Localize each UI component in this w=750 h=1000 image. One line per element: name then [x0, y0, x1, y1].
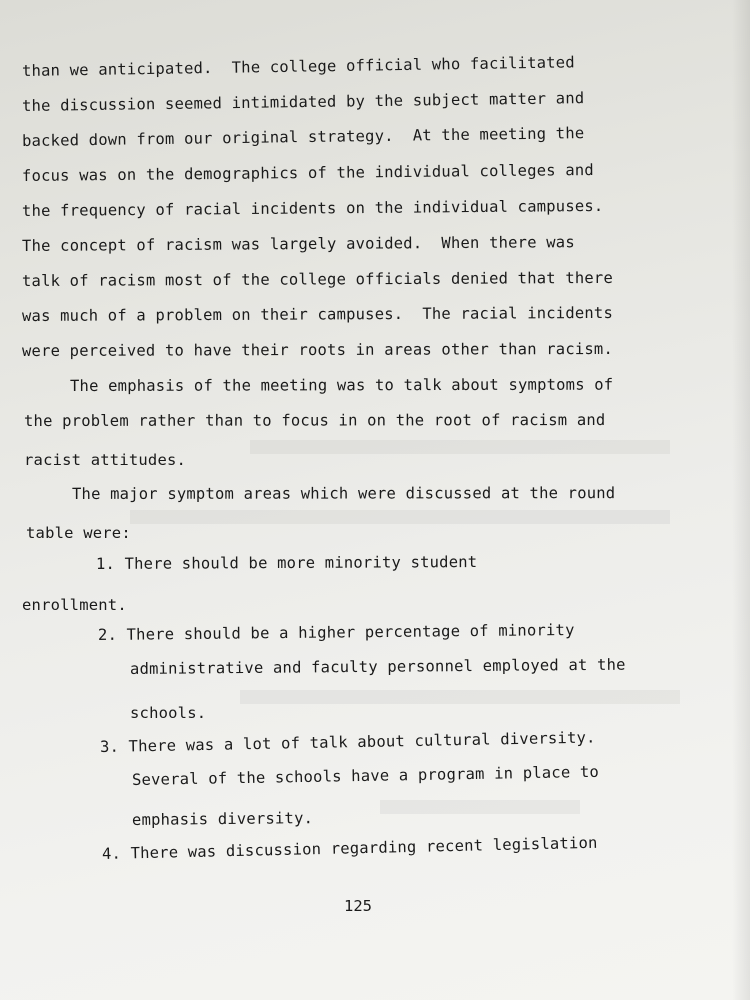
list-item-2: 2. There should be a higher percentage of minority [97, 621, 575, 644]
text-line: backed down from our original strategy. At the meeting the [21, 124, 585, 150]
text-line: enrollment. [22, 596, 127, 614]
text-line: than we anticipated. The college official who facilitated [21, 53, 575, 80]
text-line: focus was on the demographics of the individual colleges and [21, 161, 594, 185]
text-line: administrative and faculty personnel employed at the [129, 655, 626, 678]
text-line: the problem rather than to focus in on the root of racism and [23, 410, 606, 430]
text-line: The emphasis of the meeting was to talk about symptoms of [69, 375, 614, 395]
text-line: was much of a problem on their campuses. The racial incidents [21, 303, 614, 325]
bleed-through-shading [380, 800, 580, 814]
text-line: emphasis diversity. [131, 809, 314, 829]
text-line: The concept of racism was largely avoided. When there was [21, 233, 575, 255]
text-line: talk of racism most of the college officials denied that there [21, 268, 614, 290]
text-line: the frequency of racial incidents on the individual campuses. [21, 196, 604, 220]
page-number: 125 [344, 897, 372, 915]
text-line: Several of the schools have a program in place to [131, 762, 600, 789]
bleed-through-shading [240, 690, 680, 704]
bleed-through-shading [130, 510, 670, 524]
text-line: The major symptom areas which were discussed at the round [71, 484, 616, 503]
text-line: schools. [130, 704, 207, 722]
text-line: table were: [26, 524, 131, 542]
text-line: racist attitudes. [24, 451, 187, 469]
text-line: were perceived to have their roots in areas other than racism. [21, 339, 614, 360]
list-item-4: 4. There was discussion regarding recent legislation [101, 833, 598, 863]
list-item-1: 1. There should be more minority student [95, 553, 478, 573]
bleed-through-shading [250, 440, 670, 454]
text-line: the discussion seemed intimidated by the subject matter and [21, 89, 585, 115]
list-item-3: 3. There was a lot of talk about cultural diversity. [99, 728, 596, 756]
